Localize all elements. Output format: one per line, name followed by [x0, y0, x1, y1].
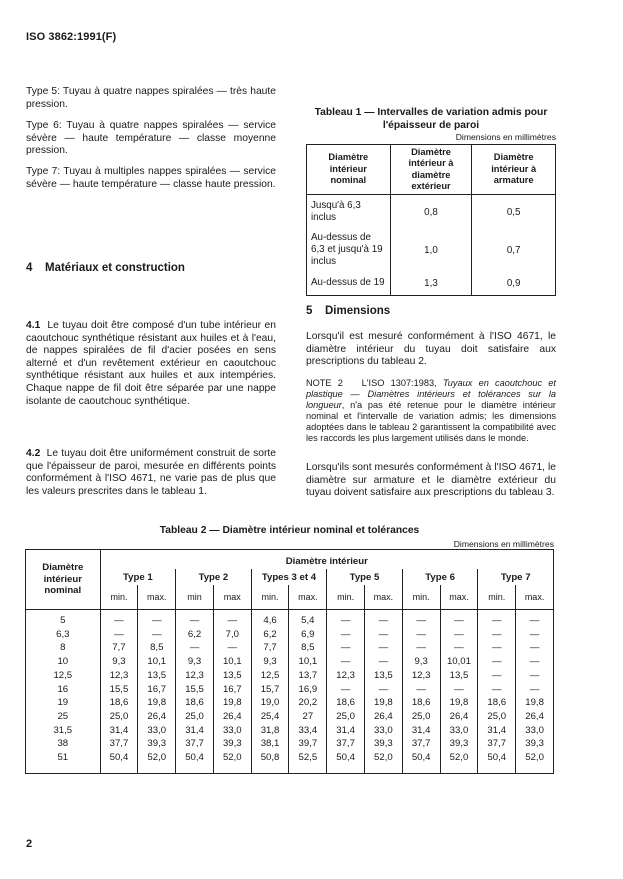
table-cell: 13,5 [213, 669, 251, 683]
table-cell: 25,0 [478, 710, 516, 724]
max-header: max. [289, 585, 327, 610]
table-cell: Jusqu'à 6,3 inclus [307, 195, 391, 230]
table-cell: 18,6 [478, 696, 516, 710]
min-header: min. [251, 585, 289, 610]
table-cell: 6,2 [176, 628, 214, 642]
table-cell: 5,4 [289, 610, 327, 628]
table-cell: — [365, 628, 403, 642]
table-cell: — [516, 683, 554, 697]
table-cell: 19,8 [213, 696, 251, 710]
table-1-caption [306, 107, 556, 132]
type-header: Type 1 [100, 569, 176, 585]
max-header: max. [440, 585, 478, 610]
table-cell: 50,4 [478, 751, 516, 774]
table-row [26, 710, 554, 724]
table-cell: — [213, 641, 251, 655]
table-cell: 0,5 [472, 195, 556, 230]
nominal-diameter-cell: 51 [57, 752, 69, 764]
table-cell: 16,7 [138, 683, 176, 697]
nominal-diameter-cell: 8 [60, 642, 66, 654]
table-cell: 52,0 [365, 751, 403, 774]
table-cell: 39,3 [213, 737, 251, 751]
table-cell: — [478, 610, 516, 628]
note-title: Tuyaux en caoutchouc et plastique — Diamètres intérieurs et tolérances sur la longueur [306, 378, 556, 410]
table-cell: — [327, 641, 365, 655]
table-cell: 8,5 [289, 641, 327, 655]
table-cell: — [402, 641, 440, 655]
table-row [26, 683, 554, 697]
table-cell: 12,5 [251, 669, 289, 683]
table-cell: — [402, 683, 440, 697]
table-cell: 6,9 [289, 628, 327, 642]
max-header: max [213, 585, 251, 610]
max-header: max. [365, 585, 403, 610]
table-cell: 13,5 [440, 669, 478, 683]
table-cell: 52,0 [440, 751, 478, 774]
table-cell: 10,1 [213, 655, 251, 669]
table-cell: 12,3 [176, 669, 214, 683]
table-cell: 9,3 [176, 655, 214, 669]
table-cell: 39,7 [289, 737, 327, 751]
table-cell: 9,3 [100, 655, 138, 669]
min-header: min. [478, 585, 516, 610]
min-header: min. [327, 585, 365, 610]
table-cell: 33,0 [365, 724, 403, 738]
table-cell: 0,7 [472, 229, 556, 271]
table-row [26, 724, 554, 738]
type-header: Type 6 [402, 569, 478, 585]
table-cell: — [402, 628, 440, 642]
table-row [26, 669, 554, 683]
table-cell: 7,7 [251, 641, 289, 655]
table-cell: — [516, 669, 554, 683]
type-header: Type 7 [478, 569, 554, 585]
table-2-body [26, 610, 554, 774]
table-row [26, 610, 554, 628]
table-cell: — [478, 628, 516, 642]
table-cell: 31,4 [176, 724, 214, 738]
page-number: 2 [26, 838, 33, 850]
min-header: min. [402, 585, 440, 610]
caption-line: Tableau 1 — Intervalles de variation admis pour [314, 107, 548, 118]
column-header: Diamètre intérieur à diamètre extérieur [390, 145, 472, 195]
max-header: max. [516, 585, 554, 610]
section-4-heading [26, 262, 185, 274]
table-cell: — [440, 641, 478, 655]
table-cell: — [327, 628, 365, 642]
table-cell: 39,3 [138, 737, 176, 751]
table-cell: 50,4 [176, 751, 214, 774]
table-1-units: Dimensions en millimètres [455, 132, 556, 142]
table-cell: 33,0 [516, 724, 554, 738]
table-cell: 19,8 [138, 696, 176, 710]
table-cell: — [176, 610, 214, 628]
table-cell: 15,5 [176, 683, 214, 697]
table-cell: — [365, 610, 403, 628]
table-cell: 19,8 [440, 696, 478, 710]
table-cell: — [213, 610, 251, 628]
table-cell: — [100, 628, 138, 642]
type-6-description: Type 6: Tuyau à quatre nappes spiralées — service sévère — haute température — classe moyenne pression. [26, 120, 276, 157]
clause-number: 4.1 [26, 320, 41, 331]
table-row [26, 641, 554, 655]
table-cell: 33,0 [213, 724, 251, 738]
table-cell: — [365, 655, 403, 669]
table-cell: 52,0 [213, 751, 251, 774]
table-cell: 37,7 [327, 737, 365, 751]
section-title: Matériaux et construction [45, 262, 185, 274]
table-cell: 50,4 [100, 751, 138, 774]
table-cell: 26,4 [365, 710, 403, 724]
table-row [26, 628, 554, 642]
table-cell: 10,1 [289, 655, 327, 669]
table-cell: — [478, 669, 516, 683]
table-cell: 0,8 [390, 195, 472, 230]
table-cell: 25,0 [402, 710, 440, 724]
table-cell: 16,9 [289, 683, 327, 697]
table-cell: 25,0 [327, 710, 365, 724]
table-cell: 31,8 [251, 724, 289, 738]
table-cell: 12,3 [402, 669, 440, 683]
table-cell: 31,4 [327, 724, 365, 738]
nominal-diameter-cell: 5 [60, 615, 66, 626]
table-header-row [26, 550, 554, 570]
table-row [307, 195, 556, 230]
table-cell: 52,0 [138, 751, 176, 774]
table-cell: 26,4 [138, 710, 176, 724]
section-5-paragraph: Lorsqu'il est mesuré conformément à l'ISO 4671, le diamètre intérieur du tuyau doit satisfaire aux prescriptions du tableau 2. [306, 331, 556, 368]
table-cell: 33,0 [440, 724, 478, 738]
nominal-diameter-cell: 10 [57, 656, 69, 668]
table-1 [306, 144, 556, 296]
table-cell: — [516, 610, 554, 628]
table-2-caption: Tableau 2 — Diamètre intérieur nominal et tolérances [159, 525, 420, 536]
table-cell: 1,3 [390, 271, 472, 296]
table-cell: 12,3 [327, 669, 365, 683]
table-cell: 9,3 [251, 655, 289, 669]
table-cell: 7,0 [213, 628, 251, 642]
note-2 [306, 378, 556, 444]
table-cell: 50,4 [402, 751, 440, 774]
table-cell: — [138, 610, 176, 628]
table-cell: 19,8 [365, 696, 403, 710]
clause-4-2 [26, 448, 276, 498]
table-cell: 27 [289, 710, 327, 724]
table-cell: 38,1 [251, 737, 289, 751]
table-row [26, 751, 554, 774]
table-cell: — [402, 610, 440, 628]
table-cell: — [478, 655, 516, 669]
table-cell: 37,7 [402, 737, 440, 751]
table-cell: 18,6 [402, 696, 440, 710]
table-cell: — [176, 641, 214, 655]
section-number: 4 [26, 262, 33, 274]
note-text: , n'a pas été retenue pour le diamètre intérieur nominal et l'intervalle de variation admis; les dimensions adoptées dans le tableau 2 garantissent la compatibilité avec les raccords les plus largement utilisés dans le monde. [306, 400, 556, 443]
column-header: Diamètre intérieur nominal [307, 145, 391, 195]
minmax-header-row [26, 585, 554, 610]
table-cell: 39,3 [365, 737, 403, 751]
table-row [26, 655, 554, 669]
table-cell: 31,4 [100, 724, 138, 738]
table-cell: 18,6 [100, 696, 138, 710]
table-row [307, 229, 556, 271]
table-cell: 4,6 [251, 610, 289, 628]
table-cell: 52,5 [289, 751, 327, 774]
table-cell: 37,7 [478, 737, 516, 751]
table-cell: — [327, 655, 365, 669]
table-cell: 18,6 [176, 696, 214, 710]
group-header: Diamètre intérieur [100, 550, 553, 570]
table-2-units: Dimensions en millimètres [453, 539, 554, 549]
note-reference: L'ISO 1307:1983, [361, 378, 437, 388]
table-2 [25, 549, 554, 774]
type-header: Type 2 [176, 569, 252, 585]
nominal-diameter-cell: 25 [57, 710, 69, 722]
clause-4-1 [26, 320, 276, 408]
table-cell: 33,0 [138, 724, 176, 738]
max-header: max. [138, 585, 176, 610]
type-7-description: Type 7: Tuyau à multiples nappes spiralées — service sévère — haute température — classe haute pression. [26, 166, 276, 190]
table-cell: 37,7 [176, 737, 214, 751]
nominal-diameter-cell: 38 [57, 738, 69, 750]
section-5-paragraph-2: Lorsqu'ils sont mesurés conformément à l'ISO 4671, le diamètre sur armature et le diamètre extérieur du tuyau doivent satisfaire aux prescriptions du tableau 3. [306, 462, 556, 499]
clause-number: 4.2 [26, 448, 41, 459]
table-cell: 0,9 [472, 271, 556, 296]
table-cell: — [365, 683, 403, 697]
table-cell: 31,4 [402, 724, 440, 738]
table-cell: 39,3 [516, 737, 554, 751]
table-cell: 52,0 [516, 751, 554, 774]
table-cell: 33,4 [289, 724, 327, 738]
table-cell: 26,4 [440, 710, 478, 724]
column-header: Diamètre intérieur à armature [472, 145, 556, 195]
table-cell: 8,5 [138, 641, 176, 655]
table-cell: 15,5 [100, 683, 138, 697]
table-cell: 13,5 [138, 669, 176, 683]
column-header: Diamètre intérieur nominal [26, 550, 101, 610]
table-cell: — [516, 628, 554, 642]
type-header: Type 5 [327, 569, 403, 585]
table-cell: 12,3 [100, 669, 138, 683]
table-cell: — [440, 683, 478, 697]
nominal-diameter-cell: 12,5 [53, 669, 73, 681]
nominal-diameter-cell: 19 [57, 697, 69, 709]
table-cell: 20,2 [289, 696, 327, 710]
table-cell: 50,8 [251, 751, 289, 774]
table-row [26, 696, 554, 710]
table-cell: 25,0 [100, 710, 138, 724]
table-cell: 10,1 [138, 655, 176, 669]
type-5-description: Type 5: Tuyau à quatre nappes spiralées — très haute pression. [26, 86, 276, 110]
table-cell: 7,7 [100, 641, 138, 655]
table-cell: 19,8 [516, 696, 554, 710]
table-cell: 6,2 [251, 628, 289, 642]
type-header-row [26, 569, 554, 585]
section-number: 5 [306, 305, 313, 317]
caption-line: l'épaisseur de paroi [382, 119, 480, 131]
table-cell: — [478, 641, 516, 655]
section-5-heading [306, 305, 390, 317]
nominal-diameter-cell: 6,3 [56, 628, 70, 640]
table-cell: 16,7 [213, 683, 251, 697]
document-id: ISO 3862:1991(F) [26, 31, 117, 43]
table-cell: 9,3 [402, 655, 440, 669]
table-cell: 37,7 [100, 737, 138, 751]
table-cell: 18,6 [327, 696, 365, 710]
type-header: Types 3 et 4 [251, 569, 327, 585]
table-header-row [307, 145, 556, 195]
table-cell: — [440, 628, 478, 642]
table-cell: Au-dessus de 19 [307, 271, 391, 296]
table-row [307, 271, 556, 296]
section-title: Dimensions [325, 305, 391, 317]
table-row [26, 737, 554, 751]
table-cell: — [100, 610, 138, 628]
clause-text: Le tuyau doit être composé d'un tube intérieur en caoutchouc synthétique résistant aux huiles et à l'eau, de nappes spiralées de fil d'acier posées en sens alterné et d'un revêtement extérieur en caoutchouc synthétique résistant aux huiles et aux intempéries. Chaque nappe de fil doit être séparée par une nappe isolante de caoutchouc synthétique. [26, 320, 276, 407]
table-cell: 26,4 [213, 710, 251, 724]
table-cell: 13,5 [365, 669, 403, 683]
table-cell: Au-dessus de 6,3 et jusqu'à 19 inclus [307, 229, 391, 271]
table-cell: 19,0 [251, 696, 289, 710]
table-cell: 10,01 [440, 655, 478, 669]
table-cell: 25,0 [176, 710, 214, 724]
table-cell: 39,3 [440, 737, 478, 751]
nominal-diameter-cell: 16 [57, 683, 69, 695]
nominal-diameter-cell: 31,5 [53, 724, 73, 736]
table-cell: 26,4 [516, 710, 554, 724]
table-cell: 1,0 [390, 229, 472, 271]
table-cell: — [440, 610, 478, 628]
table-cell: 31,4 [478, 724, 516, 738]
table-cell: — [516, 641, 554, 655]
table-cell: — [138, 628, 176, 642]
table-cell: 50,4 [327, 751, 365, 774]
table-cell: — [327, 683, 365, 697]
table-cell: — [365, 641, 403, 655]
table-cell: 13,7 [289, 669, 327, 683]
min-header: min [176, 585, 214, 610]
table-cell: 25,4 [251, 710, 289, 724]
clause-text: Le tuyau doit être uniformément construit de sorte que l'épaisseur de paroi, mesurée en différents points conformément à l'ISO 4671, ne varie pas de plus que les valeurs prescrites dans le tableau 1. [26, 448, 276, 497]
table-cell: — [516, 655, 554, 669]
table-cell: — [478, 683, 516, 697]
min-header: min. [100, 585, 138, 610]
table-cell: 15,7 [251, 683, 289, 697]
table-cell: — [327, 610, 365, 628]
note-label: NOTE 2 [306, 378, 343, 388]
